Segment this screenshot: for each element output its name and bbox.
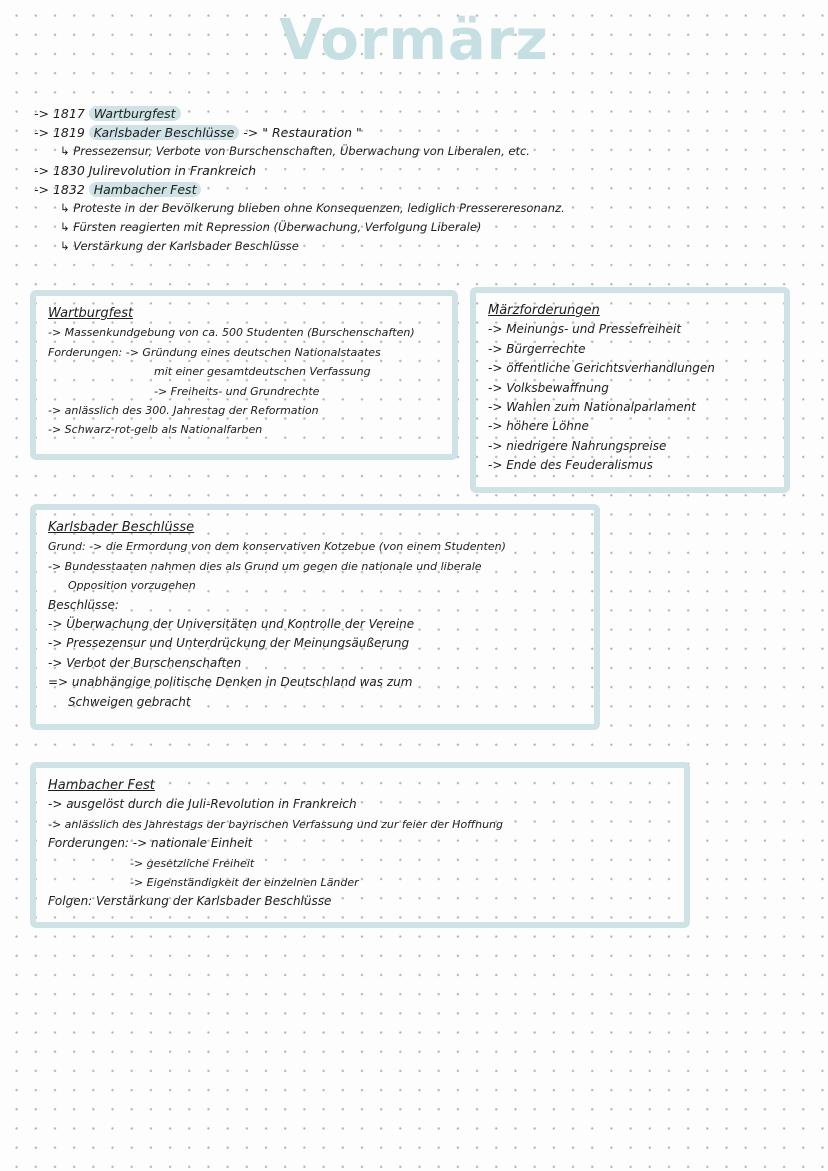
page-title: Vormärz [279, 8, 549, 73]
list-item: -> Bürgerrechte [488, 341, 586, 356]
highlight-karlsbader: Karlsbader Beschlüsse [89, 125, 240, 140]
timeline-detail: ↳ Proteste in der Bevölkerung blieben ohne Konsequenzen, lediglich Pressereresonanz. [60, 201, 565, 215]
timeline-suffix: -> " Restauration " [239, 125, 362, 140]
timeline-1830: -> 1830 Julirevolution in Frankreich [34, 163, 257, 178]
list-item: -> öffentliche Gerichtsverhandlungen [488, 361, 715, 376]
box-line: -> gesetzliche Freiheit [130, 856, 255, 870]
timeline-1819 [34, 123, 565, 142]
box-line: mit einer gesamtdeutschen Verfassung [154, 365, 371, 379]
list-item: -> Meinungs- und Pressefreiheit [488, 322, 682, 337]
list-item: -> Volksbewaffnung [488, 380, 609, 395]
hambacher-box [30, 762, 690, 928]
list-item: -> Ende des Feuderalismus [488, 458, 653, 473]
box-line: -> Verbot der Burschenschaften [48, 655, 242, 670]
timeline-detail: ↳ Pressezensur, Verbote von Burschenschaften, Überwachung von Liberalen, etc. [60, 144, 530, 158]
karlsbader-box [30, 504, 600, 730]
box-line: -> anlässlich des Jahrestags der bayrischen Verfassung und zur feier der Hoffnung [48, 817, 504, 831]
intro-timeline [34, 104, 565, 256]
box-heading: Hambacher Fest [48, 778, 155, 793]
box-heading: Karlsbader Beschlüsse [48, 520, 195, 535]
box-line: -> Überwachung der Universitäten und Kontrolle der Vereine [48, 617, 415, 632]
highlight-wartburgfest: Wartburgfest [89, 106, 181, 121]
box-line: Forderungen: -> Gründung eines deutschen Nationalstaates [48, 345, 381, 359]
box-line: -> ausgelöst durch die Juli-Revolution in Frankreich [48, 797, 357, 812]
box-line: Grund: -> die Ermordung von dem konservativen Kotzebue (von einem Studenten) [48, 540, 506, 554]
timeline-detail: ↳ Fürsten reagierten mit Repression (Überwachung, Verfolgung Liberale) [60, 220, 482, 234]
box-line: Forderungen: -> nationale Einheit [48, 836, 253, 851]
list-item: -> niedrigere Nahrungspreise [488, 438, 667, 453]
timeline-1817 [34, 104, 565, 123]
box-line: -> Eigenständigkeit der einzelnen Länder [130, 876, 359, 890]
timeline-prefix: -> 1819 [34, 125, 89, 140]
highlight-hambacher: Hambacher Fest [89, 182, 202, 197]
maerzforderungen-box [470, 287, 790, 493]
box-line: Folgen: Verstärkung der Karlsbader Beschlüsse [48, 894, 332, 909]
list-item: -> höhere Löhne [488, 419, 589, 434]
box-line: -> Freiheits- und Grundrechte [154, 384, 320, 398]
box-line: Beschlüsse: [48, 597, 119, 612]
box-line: -> anlässlich des 300. Jahrestag der Reformation [48, 404, 319, 418]
box-line: Schweigen gebracht [68, 694, 191, 709]
wartburgfest-box [30, 290, 458, 460]
timeline-detail: ↳ Verstärkung der Karlsbader Beschlüsse [60, 239, 299, 253]
box-line: => unabhängige politische Denken in Deutschland was zum [48, 675, 413, 690]
timeline-prefix: -> 1832 [34, 182, 89, 197]
box-line: -> Pressezensur und Unterdrückung der Meinungsäußerung [48, 636, 410, 651]
box-heading: Märzforderungen [488, 303, 600, 318]
box-heading: Wartburgfest [48, 306, 134, 321]
box-line: Opposition vorzugehen [68, 579, 196, 593]
list-item: -> Wahlen zum Nationalparlament [488, 400, 696, 415]
box-line: -> Massenkundgebung von ca. 500 Studenten (Burschenschaften) [48, 326, 415, 340]
timeline-prefix: -> 1817 [34, 106, 89, 121]
timeline-1832 [34, 180, 565, 199]
box-line: -> Schwarz-rot-gelb als Nationalfarben [48, 423, 263, 437]
box-line: -> Bundesstaaten nahmen dies als Grund um gegen die nationale und liberale [48, 559, 482, 573]
